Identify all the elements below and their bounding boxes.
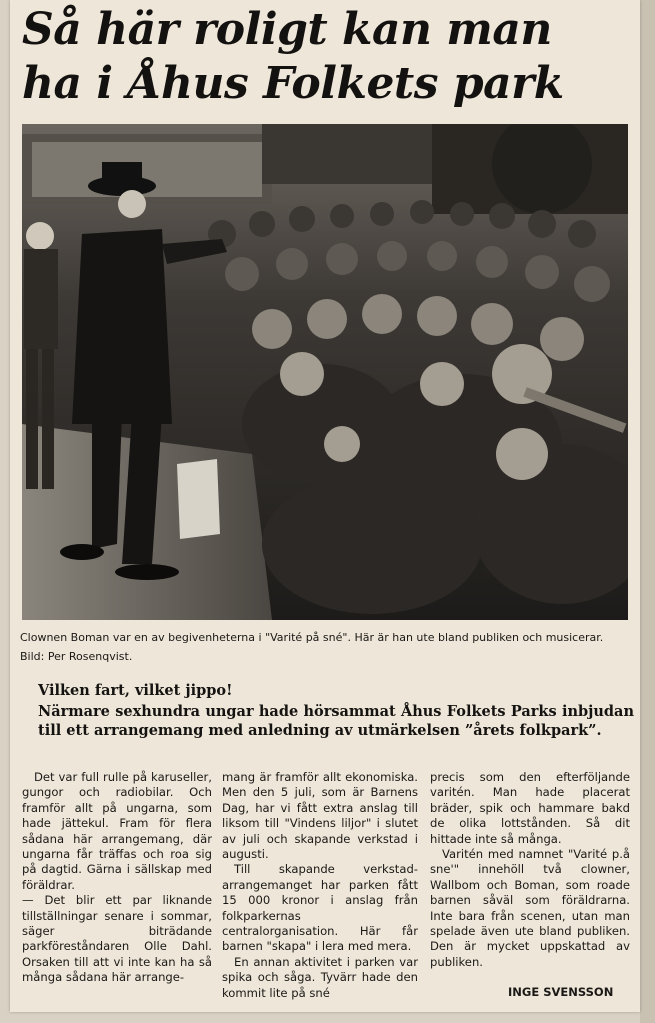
crowd-photo — [22, 124, 628, 620]
body-column-1 — [22, 770, 212, 986]
body-column-2 — [222, 770, 418, 1001]
byline: INGE SVENSSON — [508, 985, 614, 999]
paragraph: Det var full rulle på karuseller, gungor och radiobilar. Och framför allt på ungarna, som hade jättekul. Fram för flera sådana här arrangemang, där ungarna får träffas och roa sig på dagtid. Gärna i sällskap med föräldrar. — [22, 770, 212, 892]
paragraph: Varitén med namnet "Varité p.å sne'" innehöll två clowner, Wallbom och Boman, som roade barnen såväl som föräldrarna. Inte bara från scenen, utan man spelade även ute bland publiken. Den är mycket uppskattad av publiken. — [430, 847, 630, 969]
paragraph: Till skapande verkstad-arrangemanget har parken fått 15 000 kronor i anslag från folkparkernas centralorganisation. Här får barnen "skapa" i lera med mera. — [222, 862, 418, 954]
body-column-3 — [430, 770, 630, 970]
kicker: Vilken fart, vilket jippo! — [38, 682, 233, 699]
photo-caption: Clownen Boman var en av begivenheterna i "Varité på sné". Här är han ute bland publiken och musicerar. Bild: Per Rosenqvist. — [20, 631, 604, 663]
page-edge — [640, 0, 655, 1023]
headline-line-2: ha i Åhus Folkets park — [22, 58, 564, 109]
headline-line-1: Så här roligt kan man — [22, 4, 552, 55]
crowd-photo-icon — [22, 124, 628, 620]
paragraph: precis som den efterföljande varitén. Man hade placerat bräder, spik och hammare bakd de olika lottstånden. Så dit hittade inte så många. — [430, 770, 630, 846]
paragraph: En annan aktivitet i parken var spika och såga. Tyvärr hade den kommit lite på sné — [222, 954, 418, 1000]
paragraph: mang är framför allt ekonomiska. Men den 5 juli, som är Barnens Dag, har vi fått extra anslag till liksom till "Vindens liljor" i slutet av juli och skapande verkstad i augusti. — [222, 770, 418, 862]
lede-intro: Närmare sexhundra ungar hade hörsammat Åhus Folkets Parks inbjudan till ett arrangemang med anledning av utmärkelsen ”årets folkpark”. — [38, 703, 634, 739]
paragraph: — Det blir ett par liknande tillställningar senare i sommar, säger biträdande parkföreståndaren Olle Dahl. Orsaken till att vi inte kan ha så många sådana här arrange- — [22, 893, 212, 985]
